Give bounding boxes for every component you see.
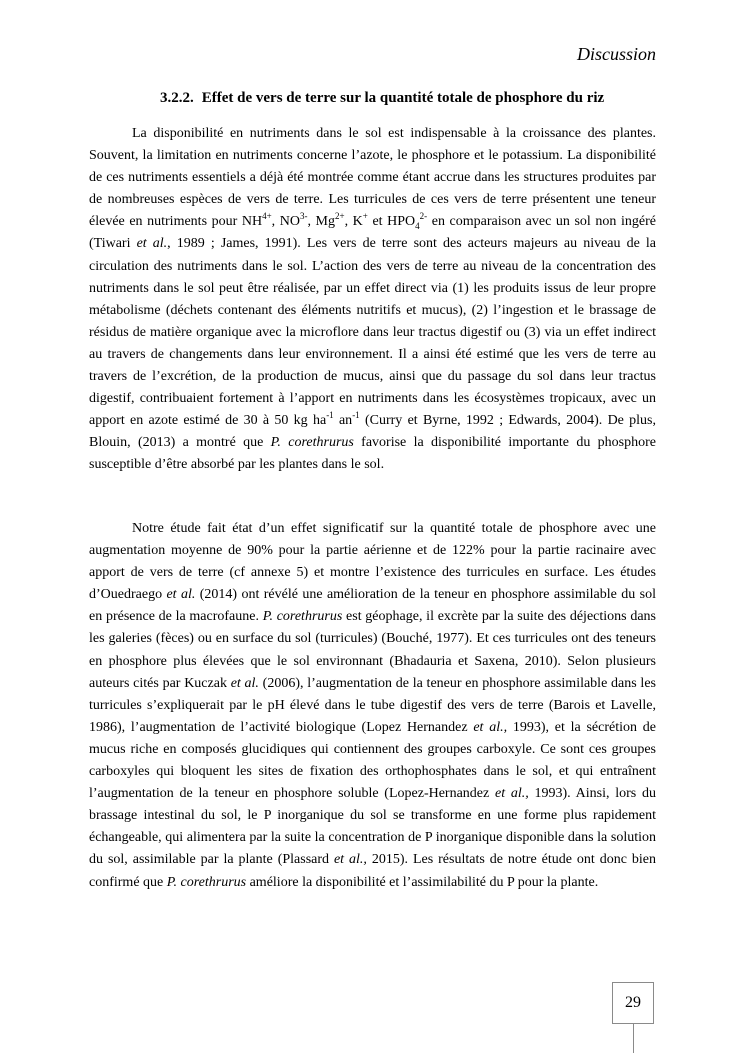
- superscript: 3-: [299, 210, 308, 221]
- italic-citation: et al.: [166, 587, 196, 603]
- text-run: La disponibilité en nutriments dans le sol est indispensable à la croissance des plantes. Souvent, la limitation en nutriments concerne l’azote, le phosphore et le potassium. La disponibilité de ces nutriments essentiels a déjà été montrée comme étant accrue dans les structures produites par de nombreuses espèces de vers de terre. Les turricules de ces vers de terre présentent une teneur élevée en nutriments pour NH: [89, 126, 656, 230]
- text-run: , NO: [271, 214, 300, 230]
- species-name: P. corethrurus: [166, 874, 247, 890]
- superscript: 4+: [262, 210, 272, 221]
- superscript: +: [362, 210, 368, 221]
- species-name: P. corethrurus: [262, 609, 343, 625]
- section-number: 3.2.2.: [160, 90, 194, 106]
- text-run: (2006), l’augmentation de la teneur en phosphore assimilable dans les turricules s’expliquerait par le pH élevé dans le tube digestif des vers de terre (Barois et Lavelle, 1986), l’augmentation de l’activité biologique (Lopez Hernandez: [89, 675, 656, 735]
- page-number-rule: [633, 1024, 634, 1053]
- section-heading: [160, 90, 604, 107]
- paragraph-2: [89, 518, 656, 894]
- text-run: favorise la disponibilité importante du phosphore susceptible d’être absorbé par les plantes dans le sol.: [89, 435, 656, 473]
- body-text-1: [89, 123, 656, 477]
- subscript: 4: [415, 221, 420, 232]
- italic-citation: et al.,: [333, 852, 367, 868]
- italic-citation: et al.,: [495, 786, 529, 802]
- section-title: Effet de vers de terre sur la quantité totale de phosphore du riz: [201, 90, 605, 106]
- text-run: (Curry et Byrne, 1992 ; Edwards, 2004). De plus, Blouin, (2013) a montré que: [89, 413, 657, 451]
- text-run: en comparaison avec un sol non ingéré (Tiwari: [89, 214, 656, 252]
- running-head: Discussion: [576, 44, 656, 64]
- italic-citation: et al.,: [473, 719, 508, 735]
- text-run: 1993). Ainsi, lors du brassage intestinal du sol, le P inorganique du sol se transforme en une forme plus rapidement échangeable, qui alimentera par la suite la concentration de P inorganique disponible dans la solution du sol, assimilable par la plante (Plassard: [89, 786, 656, 868]
- body-text-2: [89, 518, 656, 894]
- paragraph-1: [89, 123, 656, 477]
- text-run: Notre étude fait état d’un effet significatif sur la quantité totale de phosphore avec une augmentation moyenne de 90% pour la partie aérienne et de 122% pour la partie racinaire avec apport de vers de terre (cf annexe 5) et montre l’existence des turricules en surface. Les études d’Ouedraego: [89, 521, 656, 603]
- text-run: (2014) ont révélé une amélioration de la teneur en phosphore assimilable du sol en présence de la macrofaune.: [89, 587, 656, 625]
- page-number: 29: [625, 994, 641, 1011]
- text-run: et HPO: [367, 214, 416, 230]
- text-run: 2015). Les résultats de notre étude ont donc bien confirmé que: [89, 852, 656, 890]
- superscript: 2+: [335, 210, 345, 221]
- superscript: 2-: [419, 210, 428, 221]
- text-run: , Mg: [307, 214, 336, 230]
- text-run: améliore la disponibilité et l’assimilabilité du P pour la plante.: [246, 874, 599, 890]
- text-run: 1993), et la sécrétion de mucus riche en composés glucidiques qui contiennent des groupes carboxyle. Ce sont ces groupes carboxyles qui bloquent les sites de fixation des orthophosphates dans le sol, et qui entraînent l’augmentation de la teneur en phosphore soluble (Lopez-Hernandez: [89, 719, 656, 802]
- text-run: , 1989 ; James, 1991). Les vers de terre sont des acteurs majeurs au niveau de la circulation des nutriments dans le sol. L’action des vers de terre au niveau de la concentration des nutriments dans le sol peut être réalisée, par un effet direct via (1) les produits issus de leur propre métabolisme (déchets contenant des éléments nutritifs et mucus), (2) l’ingestion et le brassage de résidus de matière organique avec la microflore dans leur tractus digestif ou (3) via un effet indirect au travers de changements dans leur environnement. Il a ainsi été estimé que les vers de terre au travers de l’excrétion, de la production de mucus, ainsi que du passage du sol dans leur tractus digestif, contribuaient fortement à l’apport en nutriments dans les écosystèmes tropicaux, avec un apport en azote estimé de 30 à 50 kg ha: [89, 236, 656, 429]
- text-run: , K: [344, 214, 363, 230]
- superscript: -1: [326, 409, 334, 420]
- species-name: P. corethrurus: [270, 435, 354, 451]
- text-run: est géophage, il excrète par la suite des déjections dans les galeries (fèces) ou en surface du sol (turricules) (Bouché, 1977). Et ces turricules ont des teneurs en phosphore plus élevées que le sol environnant (Bhadauria et Saxena, 2010). Selon plusieurs auteurs cités par Kuczak: [89, 609, 656, 691]
- page-number-box: [612, 982, 654, 1024]
- text-run: an: [333, 413, 353, 429]
- superscript: -1: [352, 409, 360, 420]
- italic-citation: et al.: [230, 675, 259, 691]
- italic-citation: et al.: [136, 236, 168, 252]
